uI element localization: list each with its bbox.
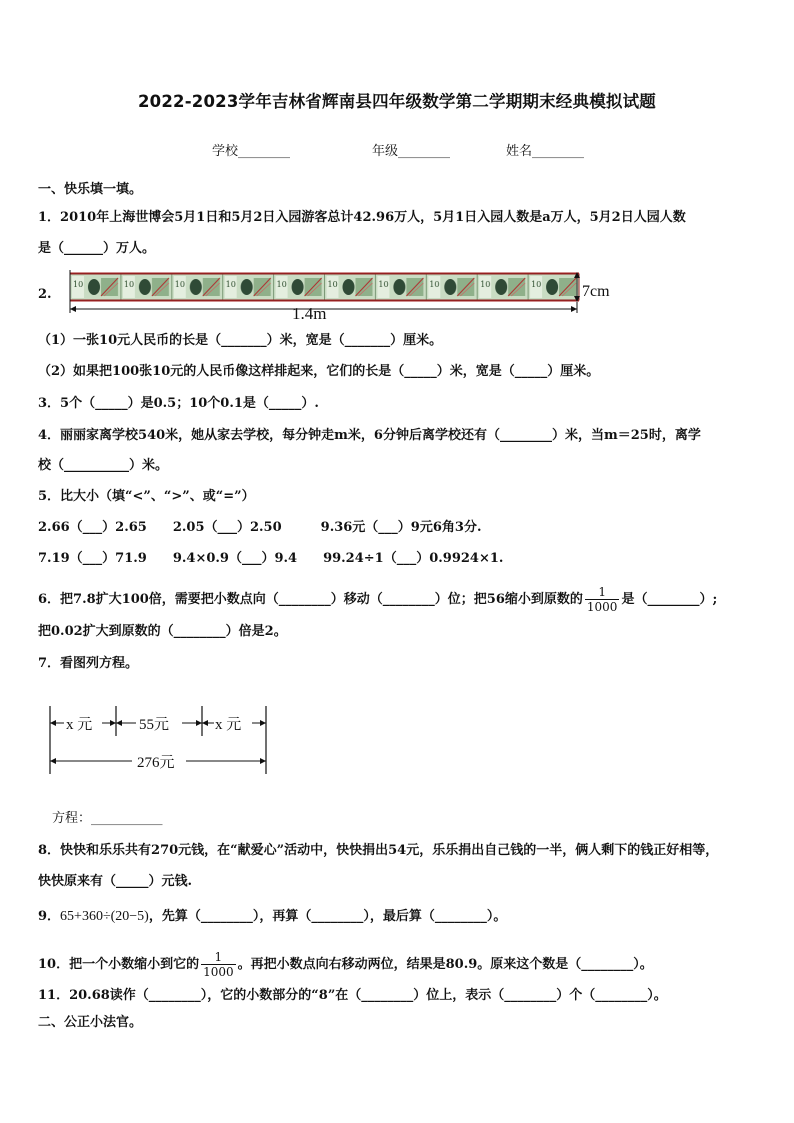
q2-label: 2. [38,287,52,302]
q10-fraction [201,950,236,979]
banknote-strip-figure [64,268,624,328]
q9-line [38,908,758,926]
q4-line1: 4．丽丽家离学校540米，她从家去学校，每分钟走m米，6分钟后离学校还有（________）米，当m＝25时，离学 [38,428,701,443]
grade-field: 年级________ [372,144,451,159]
q8-line1: 8．快快和乐乐共有270元钱，在“献爱心”活动中，快快捐出54元，乐乐捐出自己钱的一半，俩人剩下的钱正好相等， [38,843,719,858]
q6-frac-num: 1 [598,585,606,599]
q10-frac-num: 1 [214,950,223,964]
q5-row1: 2.66（___）2.65 2.05（___）2.50 9.36元（___）9元6角3分. [38,520,482,535]
q6-part2: 是（________）; [621,592,718,607]
q9-label: 9． [38,909,61,924]
segment-left-label: x 元 [66,717,93,733]
q10-frac-den: 1000 [203,965,234,979]
q6-part1: 6．把7.8扩大100倍，需要把小数点向（________）移动（________）位；把56缩小到原数的 [38,592,583,607]
section2-heading: 二、公正小法官。 [38,1015,143,1030]
q10-line [38,950,758,979]
section1-heading: 一、快乐填一填。 [38,182,143,197]
q11: 11．20.68读作（________），它的小数部分的“8”在（________）位上，表示（________）个（________）。 [38,988,667,1003]
q9-expression: 65+360÷(20−5) [60,909,149,924]
q6-fraction [585,585,620,614]
q5-heading: 5．比大小（填“<”、“>”、或“=”） [38,489,255,504]
q8-line2: 快快原来有（_____）元钱. [38,874,193,889]
q6-line1 [38,585,758,614]
school-field: 学校________ [212,144,291,159]
q7-equation: 方程：___________ [52,811,163,826]
q10-part2: 。再把小数点向右移动两位，结果是80.9。原来这个数是（________）。 [237,957,653,972]
q6-frac-den: 1000 [586,600,618,614]
q1-line2: 是（______）万人。 [38,241,156,256]
q5-row2: 7.19（___）71.9 9.4×0.9（___）9.4 99.24÷1（___）0.9924×1. [38,551,504,566]
q4-line2: 校（__________）米。 [38,458,169,473]
segment-right-label: x 元 [215,717,242,733]
q3: 3．5个（_____）是0.5；10个0.1是（_____）. [38,396,319,411]
q7-label: 7．看图列方程。 [38,656,139,671]
q9-rest: ，先算（________），再算（________），最后算（________）。 [148,909,507,924]
segment-mid-label: 55元 [139,717,170,733]
q2-sub2: （2）如果把100张10元的人民币像这样排起来，它们的长是（_____）米，宽是（_____）厘米。 [38,364,600,379]
q1-line1: 1．2010年上海世博会5月1日和5月2日入园游客总计42.96万人，5月1日入园人数是a万人，5月2日人园人数 [38,210,686,225]
name-field: 姓名________ [506,144,585,159]
q2-sub1: （1）一张10元人民币的长是（_______）米，宽是（_______）厘米。 [38,333,443,348]
total-label: 276元 [137,755,175,771]
q10-part1: 10．把一个小数缩小到它的 [38,957,200,972]
q6-line2: 把0.02扩大到原数的（________）倍是2。 [38,624,287,639]
note-height-label: 7cm [582,283,610,300]
strip-length-label: 1.4m [292,304,327,323]
exam-title: 2022-2023学年吉林省辉南县四年级数学第二学期期末经典模拟试题 [138,92,656,111]
